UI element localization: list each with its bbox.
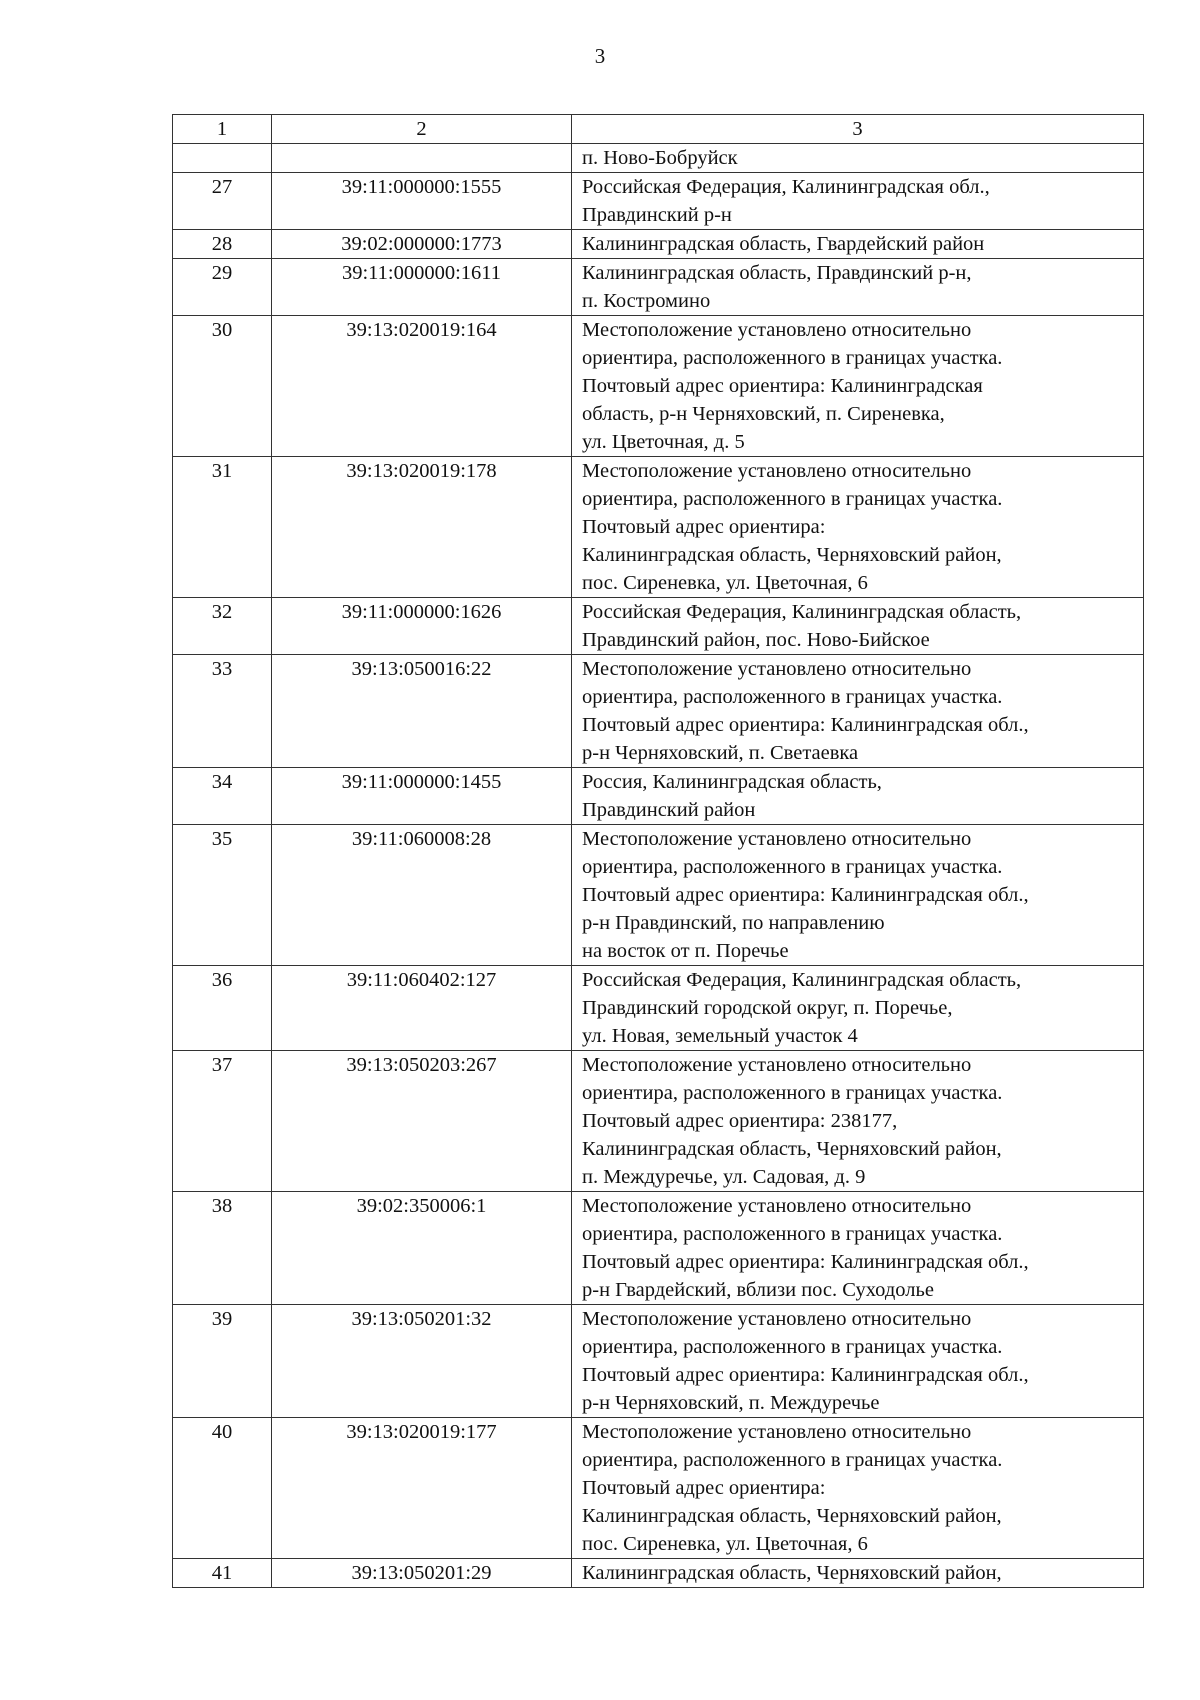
table-row xyxy=(173,1559,1144,1588)
address-line: ул. Новая, земельный участок 4 xyxy=(582,1025,858,1047)
table-row xyxy=(173,1192,1144,1305)
table-row xyxy=(173,173,1144,230)
cadastral-number-cell: 39:13:050201:32 xyxy=(272,1305,572,1418)
cadastral-number-cell: 39:13:020019:177 xyxy=(272,1418,572,1559)
table-row xyxy=(173,655,1144,768)
address-line: п. Костромино xyxy=(582,290,711,312)
address-line: ориентира, расположенного в границах участка. xyxy=(582,856,1003,878)
address-cell xyxy=(572,173,1144,230)
table-row xyxy=(173,457,1144,598)
address-line: Россия, Калининградская область, xyxy=(582,771,882,793)
address-line: Почтовый адрес ориентира: xyxy=(582,1477,826,1499)
address-line: Почтовый адрес ориентира: 238177, xyxy=(582,1110,898,1132)
address-line: Местоположение установлено относительно xyxy=(582,1054,972,1076)
table-row xyxy=(173,768,1144,825)
row-number-cell: 29 xyxy=(173,259,272,316)
address-line: Местоположение установлено относительно xyxy=(582,1421,972,1443)
address-line: область, р-н Черняховский, п. Сиреневка, xyxy=(582,403,945,425)
address-line: ориентира, расположенного в границах участка. xyxy=(582,1449,1003,1471)
address-line: Калининградская область, Черняховский район, xyxy=(582,544,1002,566)
address-line: Почтовый адрес ориентира: Калининградская обл., xyxy=(582,714,1029,736)
row-number-cell: 33 xyxy=(173,655,272,768)
table-row xyxy=(173,966,1144,1051)
address-line: Почтовый адрес ориентира: Калининградская обл., xyxy=(582,1364,1029,1386)
address-line: Местоположение установлено относительно xyxy=(582,828,972,850)
table-row xyxy=(173,1051,1144,1192)
address-line: Российская Федерация, Калининградская область, xyxy=(582,969,1022,991)
address-line: Почтовый адрес ориентира: Калининградская обл., xyxy=(582,884,1029,906)
cadastral-number-cell: 39:13:020019:178 xyxy=(272,457,572,598)
cadastral-number-cell: 39:11:060402:127 xyxy=(272,966,572,1051)
address-cell xyxy=(572,966,1144,1051)
address-line: Почтовый адрес ориентира: Калининградская xyxy=(582,375,983,397)
address-line: Правдинский район xyxy=(582,799,756,821)
table-row xyxy=(173,825,1144,966)
cadastral-number-cell: 39:11:000000:1611 xyxy=(272,259,572,316)
cadastral-number-cell: 39:13:050016:22 xyxy=(272,655,572,768)
address-line: Местоположение установлено относительно xyxy=(582,319,972,341)
address-cell xyxy=(572,598,1144,655)
cadastral-number-cell: 39:11:000000:1455 xyxy=(272,768,572,825)
address-line: ориентира, расположенного в границах участка. xyxy=(582,1336,1003,1358)
cadastral-number-cell: 39:02:000000:1773 xyxy=(272,230,572,259)
address-line: Правдинский район, пос. Ново-Бийское xyxy=(582,629,930,651)
address-line: ул. Цветочная, д. 5 xyxy=(582,431,745,453)
address-line: Калининградская область, Гвардейский район xyxy=(582,233,985,255)
address-line: Местоположение установлено относительно xyxy=(582,460,972,482)
address-line: Российская Федерация, Калининградская обл., xyxy=(582,176,990,198)
land-plots-table xyxy=(172,114,1144,1588)
address-line: Калининградская область, Черняховский район, xyxy=(582,1505,1002,1527)
address-line: р-н Черняховский, п. Междуречье xyxy=(582,1392,880,1414)
address-line: Почтовый адрес ориентира: xyxy=(582,516,826,538)
address-line: Местоположение установлено относительно xyxy=(582,1195,972,1217)
address-cell xyxy=(572,825,1144,966)
address-cell xyxy=(572,655,1144,768)
cadastral-number-cell: 39:11:000000:1626 xyxy=(272,598,572,655)
address-cell xyxy=(572,316,1144,457)
row-number-cell: 35 xyxy=(173,825,272,966)
address-cell xyxy=(572,1418,1144,1559)
cadastral-number-cell: 39:02:350006:1 xyxy=(272,1192,572,1305)
address-line: Местоположение установлено относительно xyxy=(582,1308,972,1330)
address-line: п. Междуречье, ул. Садовая, д. 9 xyxy=(582,1166,866,1188)
address-line: Почтовый адрес ориентира: Калининградская обл., xyxy=(582,1251,1029,1273)
cadastral-number-cell: 39:13:020019:164 xyxy=(272,316,572,457)
row-number-cell: 28 xyxy=(173,230,272,259)
row-number-cell: 40 xyxy=(173,1418,272,1559)
row-number-cell: 38 xyxy=(173,1192,272,1305)
table-row xyxy=(173,259,1144,316)
address-line: ориентира, расположенного в границах участка. xyxy=(582,686,1003,708)
row-number-cell: 41 xyxy=(173,1559,272,1588)
address-line: Российская Федерация, Калининградская область, xyxy=(582,601,1022,623)
address-line: пос. Сиреневка, ул. Цветочная, 6 xyxy=(582,1533,868,1555)
address-cell xyxy=(572,457,1144,598)
row-number-cell: 27 xyxy=(173,173,272,230)
address-line: ориентира, расположенного в границах участка. xyxy=(582,1223,1003,1245)
cadastral-number-cell: 39:13:050201:29 xyxy=(272,1559,572,1588)
address-line: Местоположение установлено относительно xyxy=(582,658,972,680)
table-row xyxy=(173,1418,1144,1559)
address-cell xyxy=(572,1305,1144,1418)
cadastral-number-cell xyxy=(272,144,572,173)
row-number-cell: 36 xyxy=(173,966,272,1051)
address-line: Калининградская область, Черняховский район, xyxy=(582,1562,1002,1584)
address-line: п. Ново-Бобруйск xyxy=(582,147,738,169)
address-cell xyxy=(572,259,1144,316)
table-row xyxy=(173,1305,1144,1418)
row-number-cell xyxy=(173,144,272,173)
header-cell-3: 3 xyxy=(572,115,1144,144)
cadastral-number-cell: 39:13:050203:267 xyxy=(272,1051,572,1192)
header-row xyxy=(173,115,1144,144)
address-cell xyxy=(572,1192,1144,1305)
row-number-cell: 34 xyxy=(173,768,272,825)
header-cell-2: 2 xyxy=(272,115,572,144)
row-number-cell: 30 xyxy=(173,316,272,457)
address-line: Калининградская область, Правдинский р-н, xyxy=(582,262,972,284)
table-body xyxy=(173,115,1144,1588)
address-cell xyxy=(572,144,1144,173)
address-line: на восток от п. Поречье xyxy=(582,940,789,962)
address-line: Правдинский городской округ, п. Поречье, xyxy=(582,997,953,1019)
page-number: 3 xyxy=(594,44,606,68)
cadastral-number-cell: 39:11:060008:28 xyxy=(272,825,572,966)
address-line: Правдинский р-н xyxy=(582,204,732,226)
address-line: пос. Сиреневка, ул. Цветочная, 6 xyxy=(582,572,868,594)
address-line: Калининградская область, Черняховский район, xyxy=(582,1138,1002,1160)
table-row xyxy=(173,316,1144,457)
row-number-cell: 32 xyxy=(173,598,272,655)
address-cell xyxy=(572,768,1144,825)
address-cell xyxy=(572,230,1144,259)
header-cell-1: 1 xyxy=(173,115,272,144)
table-row xyxy=(173,144,1144,173)
table-row xyxy=(173,598,1144,655)
address-line: р-н Гвардейский, вблизи пос. Суходолье xyxy=(582,1279,934,1301)
address-line: р-н Правдинский, по направлению xyxy=(582,912,885,934)
address-cell xyxy=(572,1559,1144,1588)
cadastral-number-cell: 39:11:000000:1555 xyxy=(272,173,572,230)
address-line: ориентира, расположенного в границах участка. xyxy=(582,488,1003,510)
address-cell xyxy=(572,1051,1144,1192)
address-line: р-н Черняховский, п. Светаевка xyxy=(582,742,859,764)
table-row xyxy=(173,230,1144,259)
row-number-cell: 37 xyxy=(173,1051,272,1192)
address-line: ориентира, расположенного в границах участка. xyxy=(582,347,1003,369)
row-number-cell: 39 xyxy=(173,1305,272,1418)
address-line: ориентира, расположенного в границах участка. xyxy=(582,1082,1003,1104)
row-number-cell: 31 xyxy=(173,457,272,598)
